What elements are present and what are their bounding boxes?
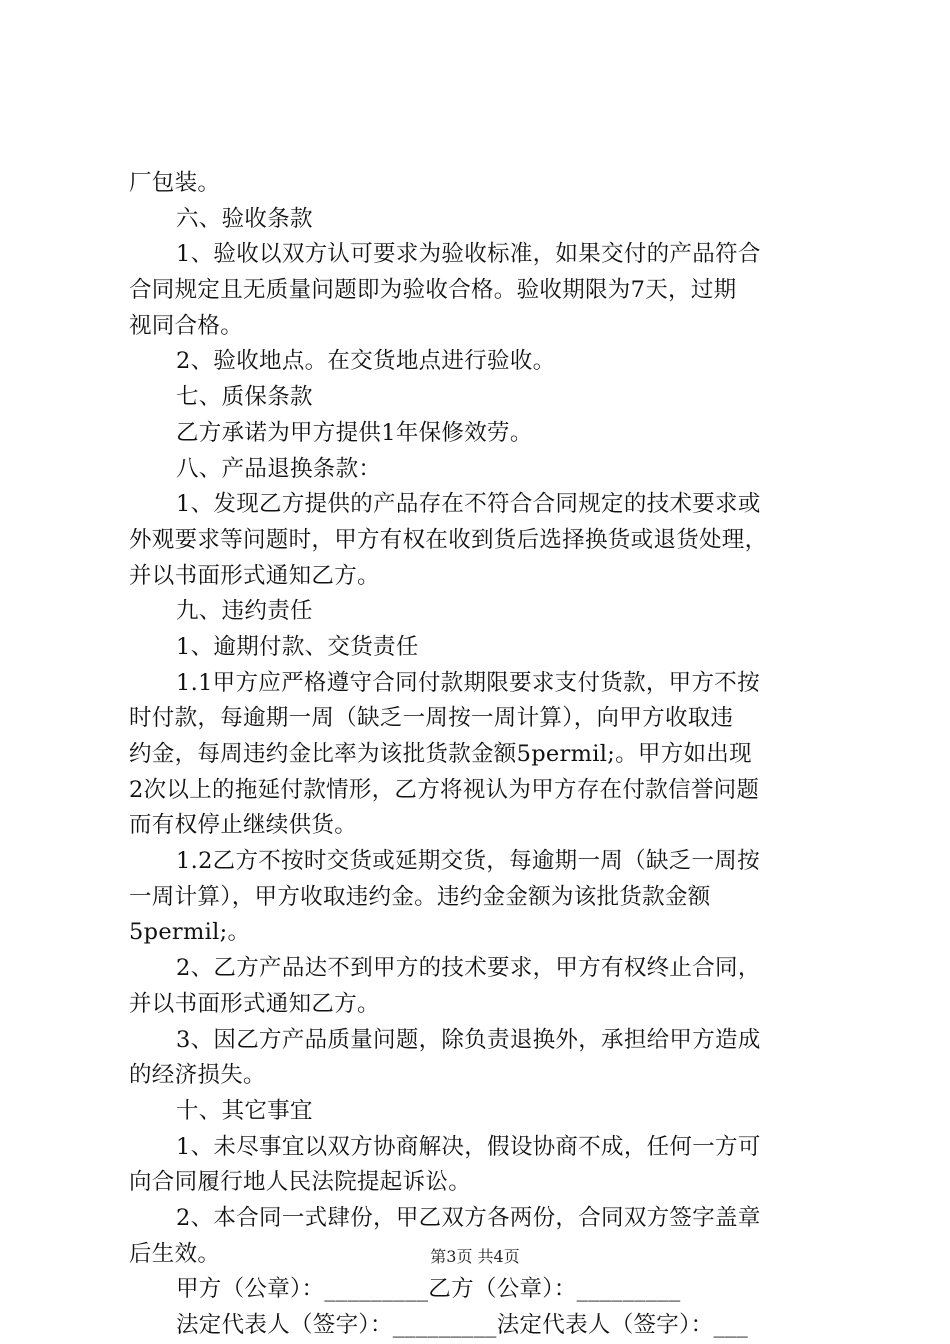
text-line: 1.1甲方应严格遵守合同付款期限要求支付货款，甲方不按	[176, 669, 760, 696]
text-line: 八、产品退换条款：	[176, 455, 382, 482]
text-line: 约金，每周违约金比率为该批货款金额5permil;。甲方如出现	[129, 741, 752, 767]
text-line: 2次以上的拖延付款情形，乙方将视认为甲方存在付款信誉问题	[129, 776, 760, 803]
text-line: 合同规定且无质量问题即为验收合格。验收期限为7天，过期	[129, 277, 737, 304]
text-line: 3、因乙方产品质量问题，除负责退换外，承担给甲方造成	[176, 1026, 761, 1053]
text-line: 2、乙方产品达不到甲方的技术要求，甲方有权终止合同，	[176, 955, 761, 982]
text-line: 1、发现乙方提供的产品存在不符合合同规定的技术要求或	[176, 491, 761, 518]
text-line: 乙方承诺为甲方提供1年保修效劳。	[176, 419, 533, 446]
text-line: 九、违约责任	[176, 598, 313, 625]
text-line: 并以书面形式通知乙方。	[129, 990, 380, 1017]
text-line: 的经济损失。	[129, 1062, 266, 1089]
text-line: 而有权停止继续供货。	[129, 812, 358, 839]
text-line: 甲方（公章）：_________乙方（公章）：_________	[176, 1276, 681, 1303]
text-line: 外观要求等问题时，甲方有权在收到货后选择换货或退货处理，	[129, 526, 768, 553]
text-line: 法定代表人（签字）：_________法定代表人（签字）：___	[176, 1312, 749, 1338]
text-line: 厂包装。	[129, 170, 221, 196]
text-line: 七、质保条款	[176, 384, 313, 411]
text-line: 2、验收地点。在交货地点进行验收。	[176, 348, 556, 375]
text-line: 一周计算），甲方收取违约金。违约金金额为该批货款金额	[129, 883, 711, 910]
text-line: 2、本合同一式肆份，甲乙双方各两份，合同双方签字盖章	[176, 1204, 761, 1231]
text-line: 1、未尽事宜以双方协商解决，假设协商不成，任何一方可	[176, 1133, 761, 1160]
text-line: 向合同履行地人民法院提起诉讼。	[129, 1169, 472, 1196]
text-line: 时付款，每逾期一周（缺乏一周按一周计算），向甲方收取违	[129, 705, 734, 732]
text-line: 视同合格。	[129, 312, 244, 339]
text-line: 后生效。	[129, 1240, 221, 1267]
page-footer: 第3页 共4页	[430, 1247, 520, 1266]
text-line: 十、其它事宜	[176, 1097, 313, 1124]
text-line: 1.2乙方不按时交货或延期交货，每逾期一周（缺乏一周按	[176, 848, 760, 875]
text-line: 5permil;。	[129, 919, 251, 946]
text-line: 六、验收条款	[176, 205, 313, 232]
text-line: 1、逾期付款、交货责任	[176, 633, 419, 660]
text-line: 1、验收以双方认可要求为验收标准，如果交付的产品符合	[176, 241, 761, 268]
text-line: 并以书面形式通知乙方。	[129, 562, 380, 589]
contract-body	[129, 166, 841, 1344]
